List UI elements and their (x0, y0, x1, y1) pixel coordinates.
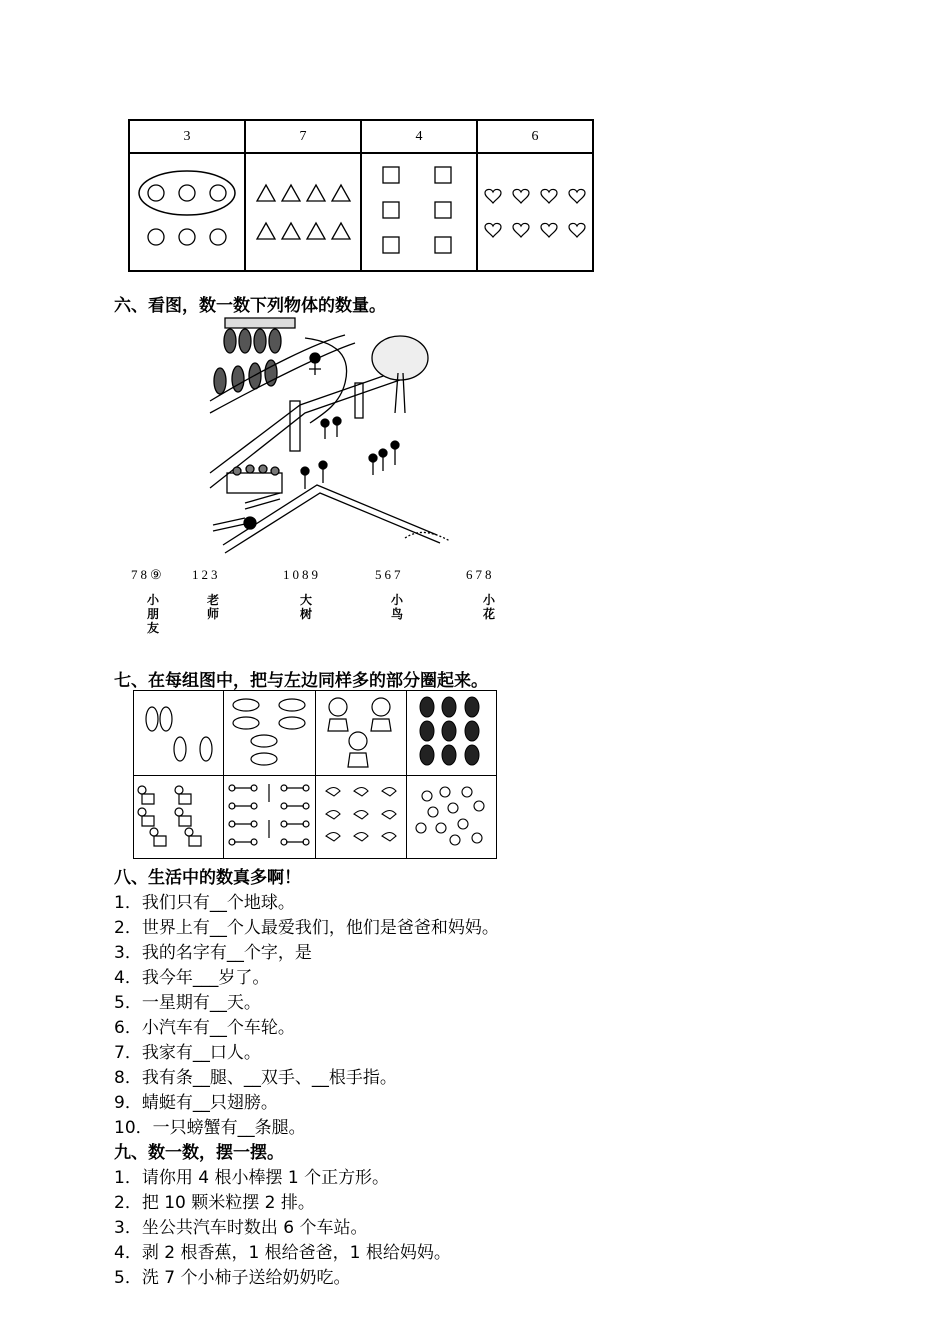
footprints-cell (134, 691, 224, 776)
section8-item-7: 7．我家有__口人。 (114, 1043, 261, 1063)
bones-cell (224, 776, 316, 859)
section8-item-10: 10．一只螃蟹有__条腿。 (114, 1118, 306, 1138)
header-4: 4 (361, 120, 477, 153)
squares-cell (361, 153, 477, 271)
shapes-table (128, 119, 594, 272)
footprint-icon (134, 691, 223, 771)
triangles-group-icon (247, 155, 359, 265)
section9-item-1: 1．请你用 4 根小棒摆 1 个正方形。 (114, 1168, 390, 1188)
label-big-tree (299, 593, 313, 621)
circles-group-icon (131, 155, 243, 265)
section8-item-3: 3．我的名字有__个字，是 (114, 943, 312, 963)
section8-item-4: 4．我今年___岁了。 (114, 968, 270, 988)
header-6: 6 (477, 120, 593, 153)
option-group-1: 78⑨ (131, 567, 165, 582)
label-char: 师 (206, 607, 219, 621)
shoes-cell (224, 691, 316, 776)
section9-heading: 九、数一数，摆一摆。 (114, 1143, 284, 1163)
label-char: 花 (482, 607, 495, 621)
girls-cell (316, 691, 407, 776)
label-char: 友 (146, 621, 159, 635)
label-bird (390, 593, 404, 621)
hearts-group-icon (479, 155, 591, 265)
dog-icon (134, 776, 223, 854)
label-char: 小 (146, 593, 159, 607)
ball-icon (407, 691, 496, 771)
circles-cell (129, 153, 245, 271)
balls-cell (407, 691, 497, 776)
label-char: 小 (482, 593, 495, 607)
header-7: 7 (245, 120, 361, 153)
label-flower (482, 593, 496, 621)
section8-item-1: 1．我们只有__个地球。 (114, 893, 295, 913)
section8-item-6: 6．小汽车有__个车轮。 (114, 1018, 295, 1038)
section8-heading: 八、生活中的数真多啊！ (114, 868, 301, 888)
park-scene-illustration (205, 313, 455, 558)
birds-cell (316, 776, 407, 859)
label-char: 小 (390, 593, 403, 607)
label-char: 树 (299, 607, 312, 621)
section9-item-5: 5．洗 7 个小柿子送给奶奶吃。 (114, 1268, 351, 1288)
section9-item-4: 4．剥 2 根香蕉，1 根给爸爸，1 根给妈妈。 (114, 1243, 451, 1263)
label-char: 老 (206, 593, 219, 607)
squares-group-icon (363, 155, 475, 265)
section8-item-9: 9．蜻蜓有__只翅膀。 (114, 1093, 278, 1113)
shoe-icon (224, 691, 315, 771)
label-teacher (206, 593, 220, 621)
option-group-4: 567 (375, 567, 404, 582)
label-char: 朋 (146, 607, 159, 621)
triangles-cell (245, 153, 361, 271)
section7-heading: 七、在每组图中，把与左边同样多的部分圈起来。 (114, 671, 488, 691)
dogs-cell (134, 776, 224, 859)
section8-item-5: 5．一星期有__天。 (114, 993, 261, 1013)
hearts-cell (477, 153, 593, 271)
option-group-5: 678 (466, 567, 495, 582)
option-group-3: 1089 (283, 567, 321, 582)
bird-icon (316, 776, 406, 854)
section9-item-3: 3．坐公共汽车时数出 6 个车站。 (114, 1218, 368, 1238)
label-char: 大 (299, 593, 312, 607)
bone-icon (224, 776, 315, 854)
label-char: 鸟 (390, 607, 403, 621)
section9-item-2: 2．把 10 颗米粒摆 2 排。 (114, 1193, 315, 1213)
header-3: 3 (129, 120, 245, 153)
small-circle-icon (407, 776, 496, 854)
option-group-2: 123 (192, 567, 221, 582)
matching-grid (133, 690, 497, 859)
girl-icon (316, 691, 406, 771)
section8-item-2: 2．世界上有__个人最爱我们，他们是爸爸和妈妈。 (114, 918, 499, 938)
section8-item-8: 8．我有条__腿、__双手、__根手指。 (114, 1068, 397, 1088)
circles-cell-2 (407, 776, 497, 859)
section6-heading: 六、看图，数一数下列物体的数量。 (114, 296, 386, 316)
label-children (146, 593, 160, 635)
